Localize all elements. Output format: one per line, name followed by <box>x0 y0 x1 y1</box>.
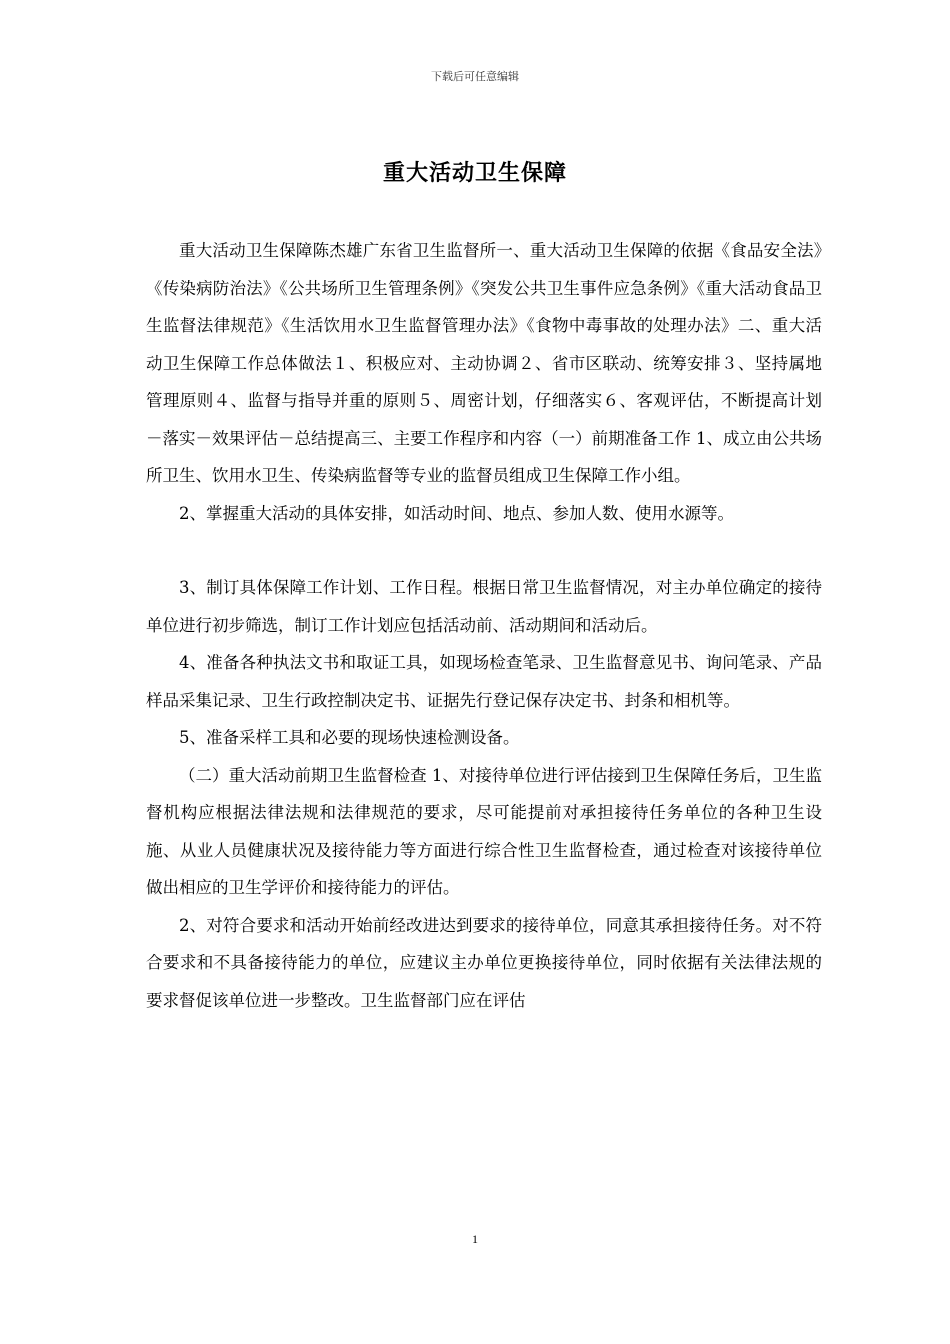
paragraph-7: 2、对符合要求和活动开始前经改进达到要求的接待单位，同意其承担接待任务。对不符合要求和不具备接待能力的单位，应建议主办单位更换接待单位，同时依据有关法律法规的要求督促该单位进一步整改。卫生监督部门应在评估 <box>146 915 822 1010</box>
header-note: 下载后可任意编辑 <box>431 70 519 83</box>
document-body <box>146 232 822 1019</box>
paragraph-6: （二）重大活动前期卫生监督检查 1、对接待单位进行评估接到卫生保障任务后，卫生监督机构应根据法律法规和法律规范的要求，尽可能提前对承担接待任务单位的各种卫生设施、从业人员健康状况及接待能力等方面进行综合性卫生监督检查，通过检查对该接待单位做出相应的卫生学评价和接待能力的评估。 <box>146 765 822 897</box>
paragraph-1: 重大活动卫生保障陈杰雄广东省卫生监督所一、重大活动卫生保障的依据《食品安全法》《传染病防治法》《公共场所卫生管理条例》《突发公共卫生事件应急条例》《重大活动食品卫生监督法律规范》《生活饮用水卫生监督管理办法》《食物中毒事故的处理办法》二、重大活动卫生保障工作总体做法１、积极应对、主动协调２、省市区联动、统筹安排３、坚持属地管理原则４、监督与指导并重的原则５、周密计划，仔细落实６、客观评估，不断提高计划－落实－效果评估－总结提高三、主要工作程序和内容（一）前期准备工作 1、成立由公共场所卫生、饮用水卫生、传染病监督等专业的监督员组成卫生保障工作小组。 <box>146 241 822 485</box>
paragraph-5: 5、准备采样工具和必要的现场快速检测设备。 <box>179 728 520 747</box>
paragraph-3: 3、制订具体保障工作计划、工作日程。根据日常卫生监督情况，对主办单位确定的接待单位进行初步筛选，制订工作计划应包括活动前、活动期间和活动后。 <box>146 578 822 635</box>
page-number: 1 <box>472 1232 478 1246</box>
paragraph-2: 2、掌握重大活动的具体安排，如活动时间、地点、参加人数、使用水源等。 <box>179 503 734 523</box>
paragraph-4: 4、准备各种执法文书和取证工具，如现场检查笔录、卫生监督意见书、询问笔录、产品样品采集记录、卫生行政控制决定书、证据先行登记保存决定书、封条和相机等。 <box>146 653 822 710</box>
document-title: 重大活动卫生保障 <box>382 161 567 186</box>
